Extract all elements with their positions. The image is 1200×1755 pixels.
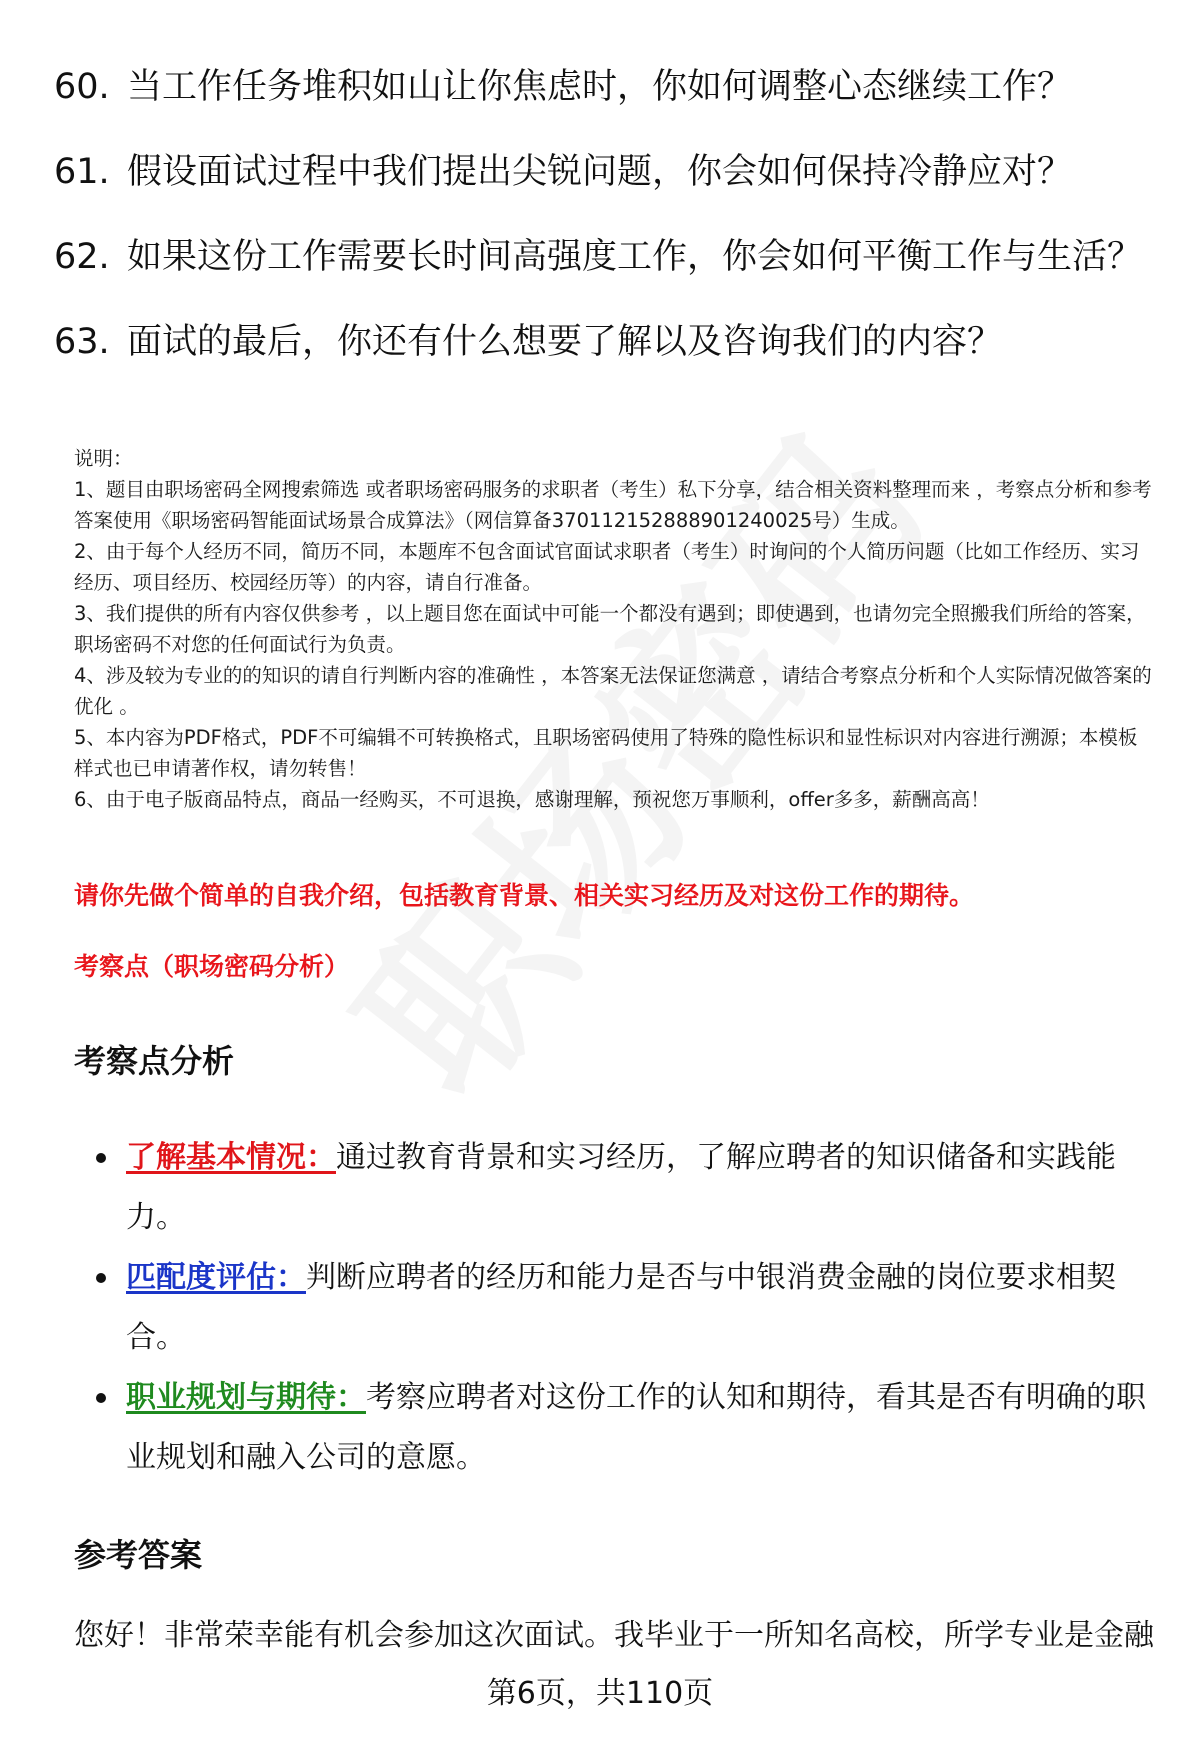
analysis-heading: 考察点分析	[74, 1042, 235, 1080]
question-text: 假设面试过程中我们提出尖锐问题，你会如何保持冷静应对？	[127, 152, 1073, 192]
question-number: 61.	[54, 152, 110, 192]
question-item	[54, 228, 1144, 286]
notes-title: 说明：	[74, 447, 133, 470]
question-number: 62.	[54, 237, 110, 277]
bullet-lead: 匹配度评估：	[126, 1260, 306, 1295]
answer-heading: 参考答案	[74, 1536, 203, 1574]
bullet-text: 考察应聘者对这份工作的认知和期待，看其是否有明确的职业规划和融入公司的意愿。	[126, 1380, 1146, 1475]
question-text: 当工作任务堆积如山让你焦虑时，你如何调整心态继续工作？	[127, 67, 1073, 107]
note-item: 3、我们提供的所有内容仅供参考 ，以上题目您在面试中可能一个都没有遇到；即使遇到，也请勿完全照搬我们所给的答案，职场密码不对您的任何面试行为负责。	[74, 602, 1146, 656]
bullet-text: 判断应聘者的经历和能力是否与中银消费金融的岗位要求相契合。	[126, 1260, 1116, 1355]
question-item	[54, 58, 1144, 116]
kaochadian-label: 考察点（职场密码分析）	[74, 952, 350, 981]
note-item: 5、本内容为PDF格式，PDF不可编辑不可转换格式，且职场密码使用了特殊的隐性标识和显性标识对内容进行溯源；本模板样式也已申请著作权，请勿转售！	[74, 726, 1138, 780]
answer-text: 您好！非常荣幸能有机会参加这次面试。我毕业于一所知名高校，所学专业是金融	[74, 1618, 1154, 1653]
question-number: 63.	[54, 322, 110, 362]
question-item	[54, 313, 1144, 371]
analysis-bullet	[96, 1368, 1156, 1488]
bullet-dot-icon	[96, 1273, 106, 1283]
bullet-lead: 了解基本情况：	[126, 1140, 336, 1175]
question-list	[54, 58, 1144, 398]
note-item: 4、涉及较为专业的的知识的请自行判断内容的准确性 ，本答案无法保证您满意 ，请结合考察点分析和个人实际情况做答案的优化 。	[74, 664, 1152, 718]
page-footer: 第6页，共110页	[486, 1676, 714, 1711]
bullet-text: 通过教育背景和实习经历，了解应聘者的知识储备和实践能力。	[126, 1140, 1116, 1235]
question-number: 60.	[54, 67, 110, 107]
note-item: 1、题目由职场密码全网搜索筛选 或者职场密码服务的求职者（考生）私下分享，结合相关资料整理而来 ，考察点分析和参考答案使用《职场密码智能面试场景合成算法》（网信算备370112152888901240025号）生成。	[74, 478, 1152, 532]
bullet-dot-icon	[96, 1153, 106, 1163]
question-text: 如果这份工作需要长时间高强度工作，你会如何平衡工作与生活？	[127, 237, 1143, 277]
notes-block	[74, 443, 1154, 815]
interview-question-heading: 请你先做个简单的自我介绍，包括教育背景、相关实习经历及对这份工作的期待。	[74, 881, 975, 910]
note-item: 6、由于电子版商品特点，商品一经购买，不可退换，感谢理解，预祝您万事顺利，offer多多，薪酬高高！	[74, 788, 990, 811]
bullet-lead: 职业规划与期待：	[126, 1380, 366, 1415]
question-text: 面试的最后，你还有什么想要了解以及咨询我们的内容？	[127, 322, 1003, 362]
note-item: 2、由于每个人经历不同，简历不同，本题库不包含面试官面试求职者（考生）时询问的个人简历问题（比如工作经历、实习经历、项目经历、校园经历等）的内容，请自行准备。	[74, 540, 1140, 594]
question-item	[54, 143, 1144, 201]
bullet-dot-icon	[96, 1393, 106, 1403]
analysis-bullet	[96, 1248, 1156, 1368]
analysis-bullet	[96, 1128, 1156, 1248]
analysis-bullet-list	[96, 1128, 1156, 1488]
